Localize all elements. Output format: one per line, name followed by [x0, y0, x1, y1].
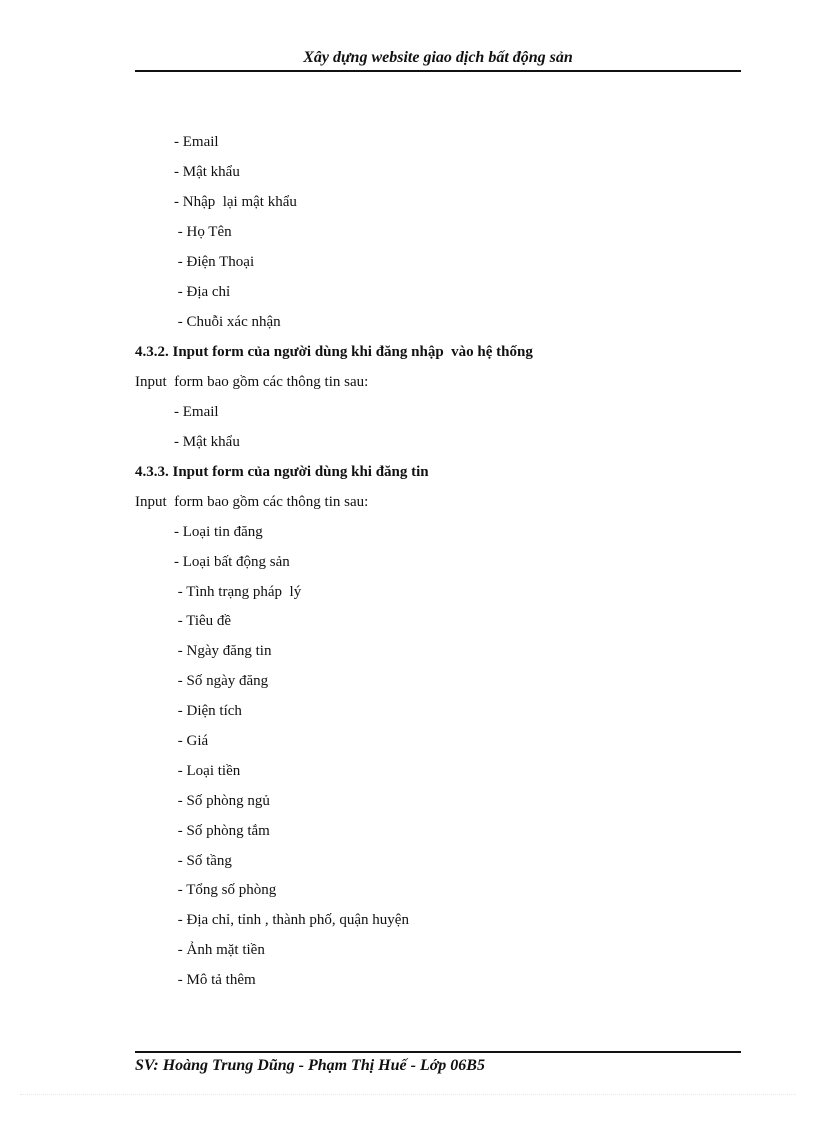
- footer-divider: [135, 1051, 741, 1053]
- section-intro-login: Input form bao gồm các thông tin sau:: [135, 374, 369, 390]
- list-item: - Nhập lại mật khẩu: [174, 194, 297, 210]
- list-item: - Tổng số phòng: [174, 882, 277, 898]
- list-item: - Mật khẩu: [174, 434, 240, 450]
- list-item: - Loại tiền: [174, 763, 241, 779]
- list-item: - Số phòng tắm: [174, 823, 270, 839]
- list-item: - Email: [174, 404, 219, 420]
- page-footer-text: SV: Hoàng Trung Dũng - Phạm Thị Huế - Lớp 06B5: [135, 1057, 485, 1074]
- list-item: - Họ Tên: [174, 224, 232, 240]
- list-item: - Mô tả thêm: [174, 972, 256, 988]
- section-heading-login: 4.3.2. Input form của người dùng khi đăng nhập vào hệ thống: [135, 344, 533, 360]
- page-edge-divider: [20, 1094, 796, 1095]
- list-item: - Số phòng ngủ: [174, 793, 270, 809]
- list-item: - Ngày đăng tin: [174, 643, 272, 659]
- list-item: - Tình trạng pháp lý: [174, 584, 302, 600]
- list-item: - Địa chỉ, tỉnh , thành phố, quận huyện: [174, 912, 409, 928]
- list-item: - Email: [174, 134, 219, 150]
- list-item: - Số tầng: [174, 853, 232, 869]
- list-item: - Loại bất động sản: [174, 554, 290, 570]
- list-item: - Chuỗi xác nhận: [174, 314, 281, 330]
- list-item: - Loại tin đăng: [174, 524, 263, 540]
- section-heading-post: 4.3.3. Input form của người dùng khi đăng tin: [135, 464, 429, 480]
- list-item: - Giá: [174, 733, 209, 749]
- list-item: - Diện tích: [174, 703, 242, 719]
- list-item: - Điện Thoại: [174, 254, 255, 270]
- header-divider: [135, 70, 741, 72]
- list-item: - Số ngày đăng: [174, 673, 269, 689]
- list-item: - Địa chỉ: [174, 284, 231, 300]
- list-item: - Mật khẩu: [174, 164, 240, 180]
- section-intro-post: Input form bao gồm các thông tin sau:: [135, 494, 369, 510]
- list-item: - Tiêu đề: [174, 613, 232, 629]
- page-header-title: Xây dựng website giao dịch bất động sản: [303, 49, 573, 66]
- list-item: - Ảnh mặt tiền: [174, 942, 265, 958]
